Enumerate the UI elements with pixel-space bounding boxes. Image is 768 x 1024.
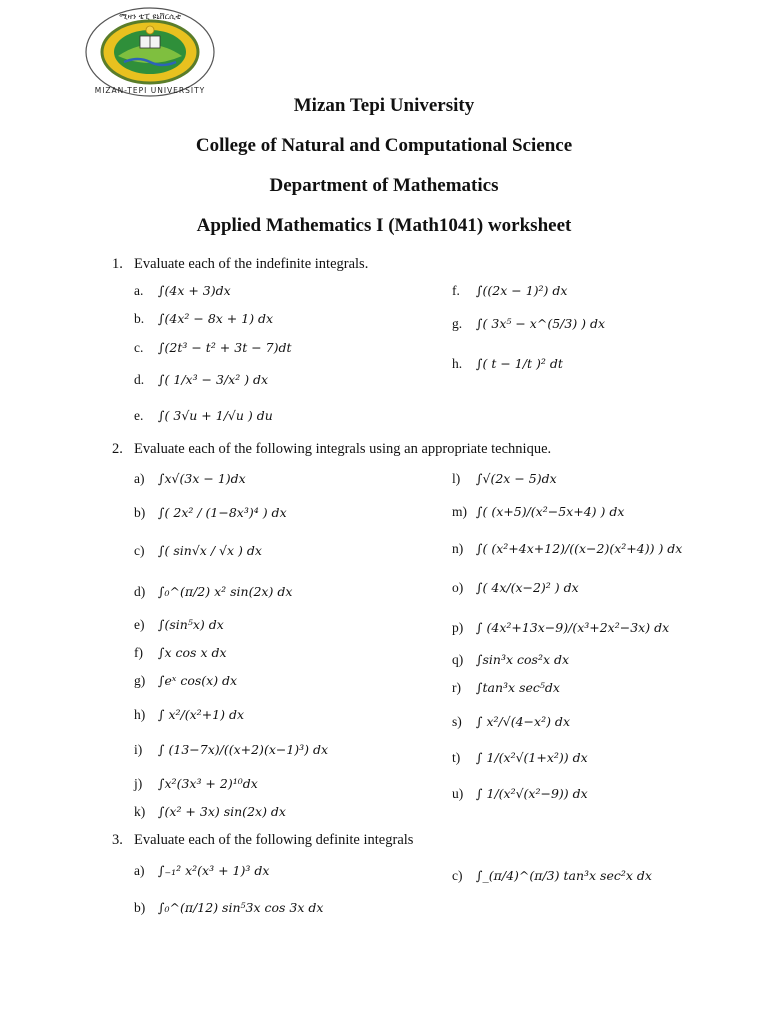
list-item: d) ∫₀^(π/2) x² sin(2x) dx	[134, 584, 293, 599]
question-2	[112, 440, 551, 458]
list-item: f) ∫x cos x dx	[134, 645, 227, 660]
svg-text:ሚዛን ቴፒ ዩኒቨርሲቲ: ሚዛን ቴፒ ዩኒቨርሲቲ	[119, 12, 181, 21]
list-item: r) ∫tan³x sec⁵dx	[452, 680, 560, 695]
list-item: f. ∫((2x − 1)²) dx	[452, 283, 568, 298]
list-item: b) ∫₀^(π/12) sin⁵3x cos 3x dx	[134, 900, 324, 915]
list-item: g. ∫( 3x⁵ − x^(5/3) ) dx	[452, 316, 606, 331]
list-item: l) ∫√(2x − 5)dx	[452, 471, 557, 486]
list-item: p) ∫ (4x²+13x−9)/(x³+2x²−3x) dx	[452, 620, 670, 635]
list-item: b) ∫( 2x² / (1−8x³)⁴ ) dx	[134, 505, 287, 520]
list-item: h) ∫ x²/(x²+1) dx	[134, 707, 245, 722]
list-item: g) ∫eˣ cos(x) dx	[134, 673, 238, 688]
list-item: a) ∫₋₁² x²(x³ + 1)³ dx	[134, 863, 270, 878]
question-1	[112, 255, 368, 273]
list-item: i) ∫ (13−7x)/((x+2)(x−1)³) dx	[134, 742, 329, 757]
question-3	[112, 831, 413, 849]
list-item: c) ∫( sin√x / √x ) dx	[134, 543, 262, 558]
list-item: d. ∫( 1/x³ − 3/x² ) dx	[134, 372, 269, 387]
list-item: o) ∫( 4x/(x−2)² ) dx	[452, 580, 579, 595]
list-item: n) ∫( (x²+4x+12)/((x−2)(x²+4)) ) dx	[452, 541, 683, 556]
worksheet-title: Applied Mathematics I (Math1041) worksheet	[196, 215, 572, 236]
question-number: 3.	[112, 832, 123, 848]
list-item: s) ∫ x²/√(4−x²) dx	[452, 714, 570, 729]
list-item: c) ∫_(π/4)^(π/3) tan³x sec²x dx	[452, 868, 652, 883]
list-item: b. ∫(4x² − 8x + 1) dx	[134, 311, 274, 326]
svg-text:MIZAN-TEPI UNIVERSITY: MIZAN-TEPI UNIVERSITY	[94, 86, 206, 95]
university-title: Mizan Tepi University	[293, 95, 475, 116]
list-item: h. ∫( t − 1/t )² dt	[452, 356, 563, 371]
college-title: College of Natural and Computational Science	[195, 135, 573, 156]
list-item: k) ∫(x² + 3x) sin(2x) dx	[134, 804, 286, 819]
list-item: a) ∫x√(3x − 1)dx	[134, 471, 246, 486]
question-number: 1.	[112, 256, 123, 272]
list-item: e. ∫( 3√u + 1/√u ) du	[134, 408, 273, 423]
question-text: Evaluate each of the indefinite integrals.	[134, 256, 369, 272]
department-title: Department of Mathematics	[269, 175, 499, 196]
question-text: Evaluate each of the following integrals using an appropriate technique.	[134, 441, 552, 457]
list-item: a. ∫(4x + 3)dx	[134, 283, 231, 298]
question-text: Evaluate each of the following definite integrals	[134, 832, 414, 848]
list-item: j) ∫x²(3x³ + 2)¹⁰dx	[134, 776, 258, 791]
university-logo	[84, 6, 216, 98]
list-item: m) ∫( (x+5)/(x²−5x+4) ) dx	[452, 504, 625, 519]
list-item: q) ∫sin³x cos²x dx	[452, 652, 570, 667]
list-item: c. ∫(2t³ − t² + 3t − 7)dt	[134, 340, 292, 355]
list-item: u) ∫ 1/(x²√(x²−9)) dx	[452, 786, 588, 801]
question-number: 2.	[112, 441, 123, 457]
list-item: e) ∫(sin⁵x) dx	[134, 617, 224, 632]
list-item: t) ∫ 1/(x²√(1+x²)) dx	[452, 750, 588, 765]
